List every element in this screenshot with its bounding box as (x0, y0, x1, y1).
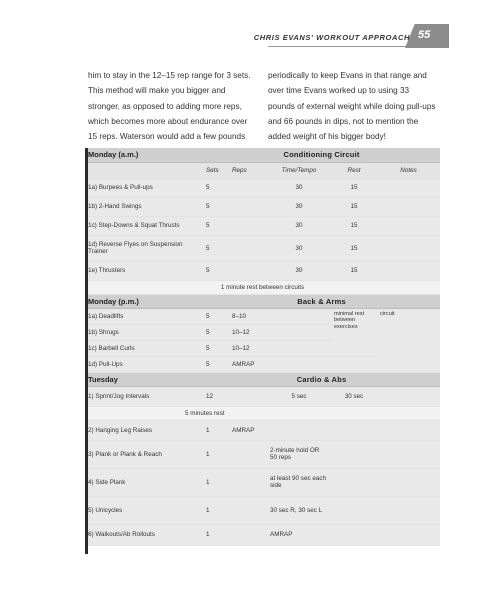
day-label: Monday (p.m.) (85, 294, 203, 308)
section-title: Cardio & Abs (203, 372, 440, 386)
table-row: 1c) Step-Downs & Squat Thrusts 5 30 15 (85, 216, 440, 235)
table-left-rule (85, 148, 88, 554)
rest-note: 5 minutes rest (85, 406, 440, 420)
col-sets: Sets (203, 162, 229, 178)
table-row: 1c) Barbell Curls 5 10–12 (85, 340, 440, 356)
rest-cell: minimal rest between exercises (331, 308, 377, 356)
notes-cell: circuit (377, 308, 440, 372)
col-notes: Notes (377, 162, 440, 178)
running-header: CHRIS EVANS' WORKOUT APPROACH (253, 33, 410, 42)
col-reps: Reps (229, 162, 267, 178)
table-row: 1) Sprint/Jog Intervals 12 5 sec 30 sec (85, 386, 440, 406)
header-rule (268, 46, 406, 47)
page-number: 55 (418, 29, 431, 41)
rest-note-row (85, 280, 440, 294)
section-title: Conditioning Circuit (203, 148, 440, 162)
table-row: 1b) 2-Hand Swings 5 30 15 (85, 197, 440, 216)
column-header-row (85, 162, 440, 178)
rest-note: 1 minute rest between circuits (85, 280, 440, 294)
table-row: 1e) Thrusters 5 30 15 (85, 261, 440, 280)
workout-table (85, 148, 440, 554)
col-rest: Rest (331, 162, 377, 178)
section-header (85, 148, 440, 162)
table-row: 1d) Pull-Ups 5 AMRAP (85, 356, 440, 372)
table-row: 1d) Reverse Flyes on Suspension Trainer 5 30 15 (85, 235, 440, 261)
table-row: 1a) Deadlifts 5 8–10 minimal rest between exercises circuit (85, 308, 440, 324)
col-tempo: Time/Tempo (267, 162, 331, 178)
table-row: 1b) Shrugs 5 10–12 (85, 324, 440, 340)
table-row: 5) Unicycles 1 30 sec R, 30 sec L (85, 496, 440, 524)
section-header (85, 294, 440, 308)
section-title: Back & Arms (203, 294, 440, 308)
day-label: Monday (a.m.) (85, 148, 203, 162)
table-row: 1a) Burpees & Pull-ups 5 30 15 (85, 178, 440, 197)
body-text-left: him to stay in the 12–15 rep range for 3 sets. This method will make you bigger and stronger, as opposed to adding more reps, which becomes more about endurance over 15 reps. Waterson would add a few pounds (88, 71, 251, 142)
table-row: 4) Side Plank 1 at least 90 sec each side (85, 468, 440, 496)
rest-note-row (85, 406, 440, 420)
body-text-right: periodically to keep Evans in that range and over time Evans worked up to using 33 pounds of external weight while doing pull-ups and 66 pounds in dips, not to mention the added weight of his bigger body! (268, 71, 436, 142)
day-label: Tuesday (85, 372, 203, 386)
section-header (85, 372, 440, 386)
table-row: 3) Plank or Plank & Reach 1 2-minute hold OR 50 reps (85, 440, 440, 468)
table-row: 2) Hanging Leg Raises 1 AMRAP (85, 420, 440, 440)
table-row: 6) Walkouts/Ab Rollouts 1 AMRAP (85, 524, 440, 545)
